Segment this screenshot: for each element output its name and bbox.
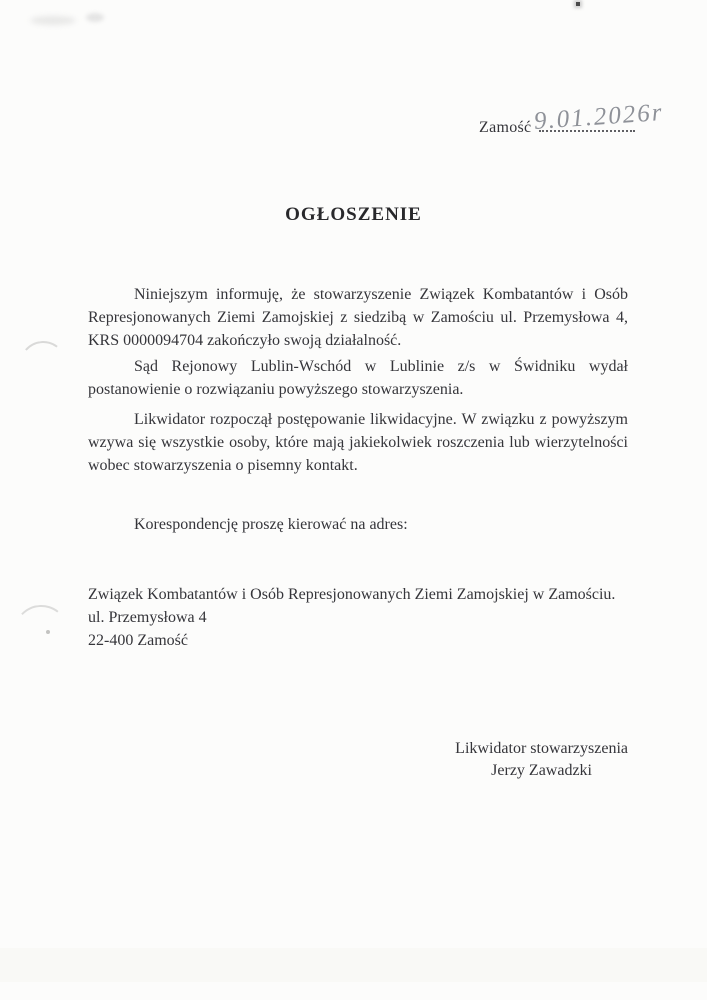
dotted-leader-line <box>533 99 665 136</box>
document-title: OGŁOSZENIE <box>285 204 422 225</box>
scan-arc-artifact <box>18 339 68 388</box>
address-line-organization: Związek Kombatantów i Osób Represjonowanych Ziemi Zamojskiej w Zamościu. <box>88 586 616 603</box>
paragraph-liquidation-notice: Likwidator rozpoczął postępowanie likwidacyjne. W związku z powyższym wzywa się wszystkie osoby, które mają jakiekolwiek roszczenia lub wierzytelności wobec stowarzyszenia o pisemny kontakt. <box>88 411 628 474</box>
place-label: Zamość <box>479 119 532 136</box>
scan-dot-artifact <box>46 630 50 634</box>
address-line-street: ul. Przemysłowa 4 <box>88 609 207 626</box>
scan-shading-artifact <box>0 948 707 982</box>
signature-block <box>455 738 628 782</box>
dateline <box>479 99 665 137</box>
scan-smudge-artifact <box>86 13 104 22</box>
scan-smudge-artifact <box>30 16 76 25</box>
paragraph-court-decision: Sąd Rejonowy Lublin-Wschód w Lublinie z/s w Świdniku wydał postanowienie o rozwiązaniu powyższego stowarzyszenia. <box>88 358 628 398</box>
scan-dot-artifact <box>576 2 580 6</box>
signature-name: Jerzy Zawadzki <box>491 762 592 779</box>
paragraph-correspondence: Korespondencję proszę kierować na adres: <box>134 516 408 533</box>
scan-arc-artifact <box>13 603 68 655</box>
address-line-city: 22-400 Zamość <box>88 632 188 649</box>
handwritten-date: 9.01.2026r <box>533 99 665 136</box>
address-block <box>88 583 615 652</box>
paragraph-introduction: Niniejszym informuję, że stowarzyszenie Związek Kombatantów i Osób Represjonowanych Ziemi Zamojskiej z siedzibą w Zamościu ul. Przemysłowa 4, KRS 0000094704 zakończyło swoją działalność. <box>88 286 628 349</box>
signature-role: Likwidator stowarzyszenia <box>455 740 628 757</box>
